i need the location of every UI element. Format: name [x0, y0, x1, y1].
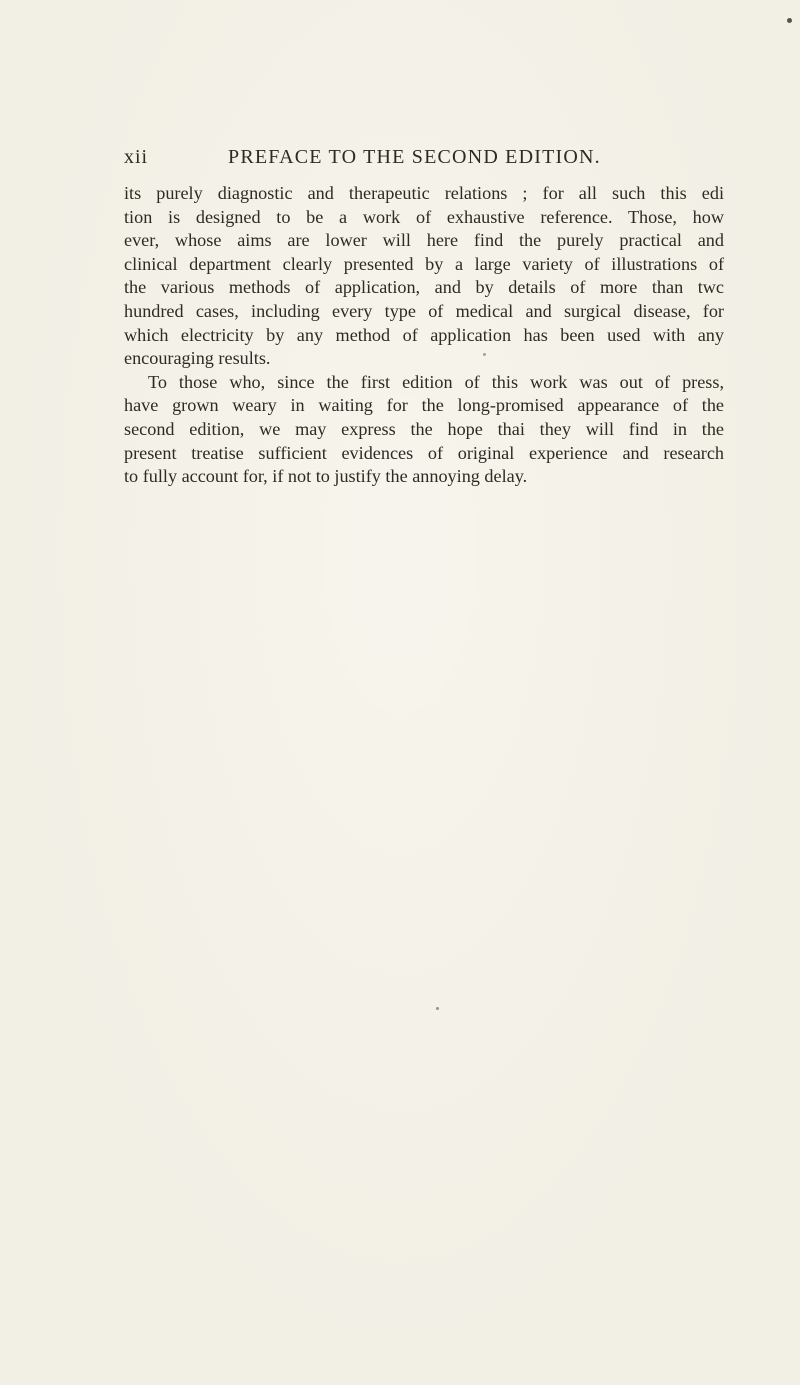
text-line: tion is designed to be a work of exhaustive reference. Those, how	[124, 206, 724, 227]
paragraph	[124, 371, 724, 489]
page-speck	[787, 18, 792, 23]
text-line: encouraging results.	[124, 348, 271, 369]
body-text	[124, 182, 724, 489]
text-line: second edition, we may express the hope thai they will find in the	[124, 418, 724, 439]
paragraph	[124, 182, 724, 371]
text-line: the various methods of application, and by details of more than twc	[124, 277, 724, 298]
text-line: its purely diagnostic and therapeutic relations ; for all such this edi	[124, 183, 724, 203]
text-line: present treatise sufficient evidences of original experience and research	[124, 442, 724, 463]
page-speck	[436, 1007, 439, 1010]
text-line: to fully account for, if not to justify the annoying delay.	[124, 466, 528, 487]
text-line: clinical department clearly presented by a large variety of illustrations of	[124, 253, 724, 274]
text-line: To those who, since the first edition of this work was out of press,	[148, 371, 724, 392]
text-line: which electricity by any method of application has been used with any	[124, 324, 724, 345]
running-title: PREFACE TO THE SECOND EDITION.	[228, 146, 601, 168]
text-line: hundred cases, including every type of medical and surgical disease, for	[124, 300, 724, 321]
page-number: xii	[124, 146, 149, 168]
text-line: have grown weary in waiting for the long-promised appearance of the	[124, 395, 724, 416]
text-line: ever, whose aims are lower will here find the purely practical and	[124, 230, 724, 251]
running-head	[124, 146, 724, 176]
